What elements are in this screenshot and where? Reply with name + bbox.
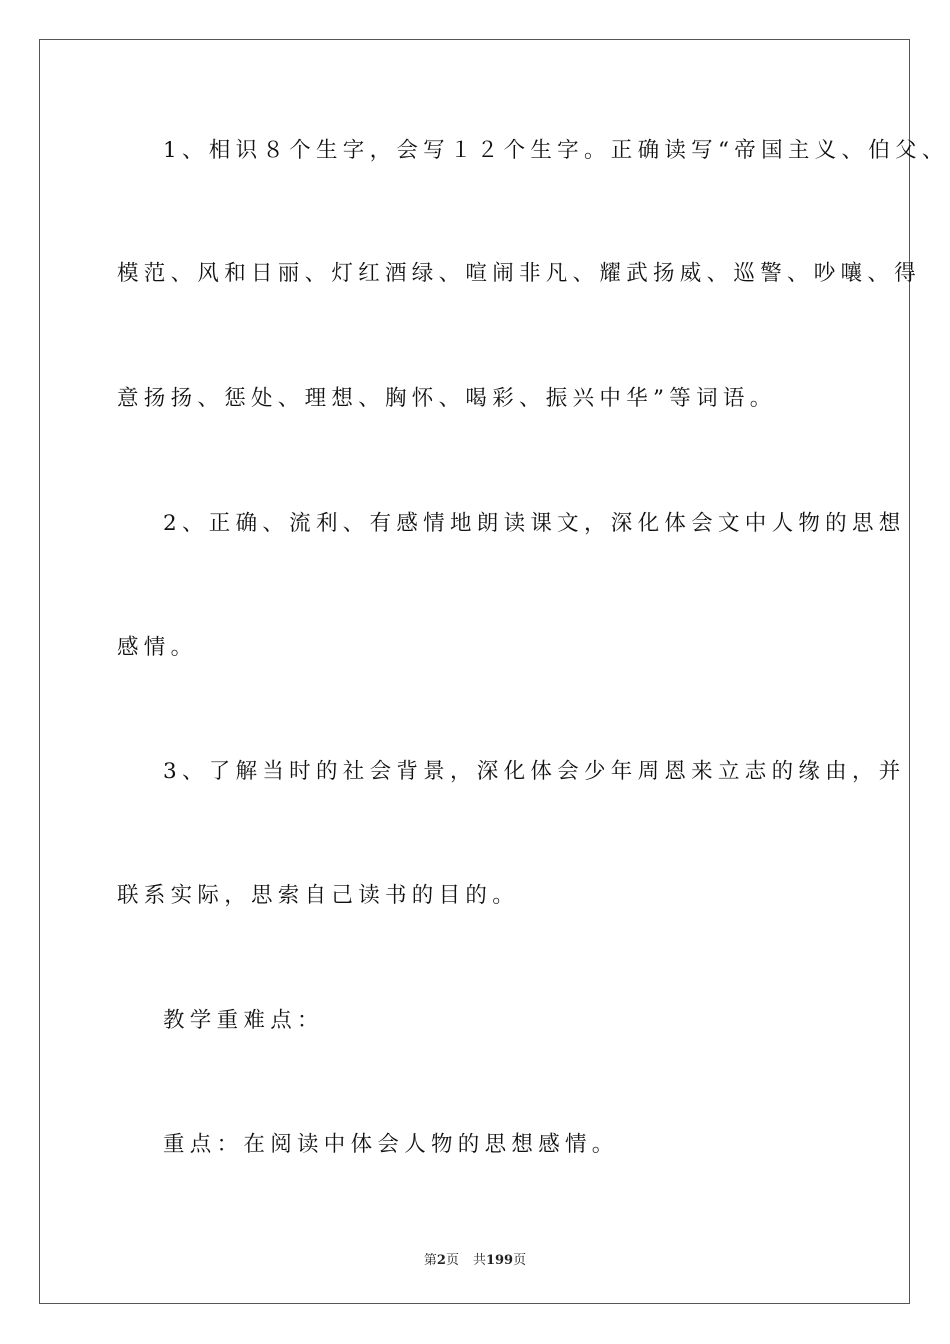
- footer-total-suffix: 页: [513, 1253, 527, 1268]
- paragraph-1-line-2: 模范、风和日丽、灯红酒绿、喧闹非凡、耀武扬威、巡警、吵嚷、得: [117, 261, 922, 286]
- footer-total-number: 199: [485, 1253, 514, 1268]
- page-footer: [0, 1249, 950, 1268]
- footer-page-suffix: 页: [445, 1253, 459, 1268]
- section-heading: 教学重难点：: [163, 1008, 324, 1033]
- key-point-line: 重点：在阅读中体会人物的思想感情。: [163, 1132, 619, 1157]
- paragraph-1-line-1: 1、相识８个生字，会写１２个生字。正确读写“帝国主义、伯父、: [163, 138, 949, 163]
- paragraph-3-line-1: 3、了解当时的社会背景，深化体会少年周恩来立志的缘由，并: [163, 759, 906, 784]
- page-border: [39, 39, 910, 1304]
- footer-page-number: 2: [436, 1253, 446, 1268]
- paragraph-1-line-3: 意扬扬、惩处、理想、胸怀、喝彩、振兴中华”等词语。: [117, 386, 777, 411]
- paragraph-2-line-1: 2、正确、流利、有感情地朗读课文，深化体会文中人物的思想: [163, 511, 906, 536]
- footer-total-prefix: 共: [472, 1253, 486, 1268]
- paragraph-3-line-2: 联系实际，思索自己读书的目的。: [117, 883, 520, 908]
- footer-page-prefix: 第: [423, 1253, 437, 1268]
- paragraph-2-line-2: 感情。: [117, 635, 198, 660]
